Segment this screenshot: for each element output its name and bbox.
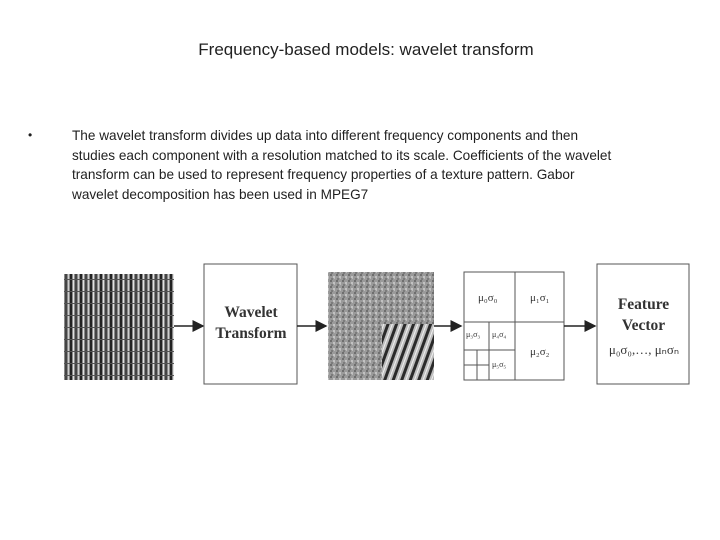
wavelet-label-line2: Transform (215, 325, 287, 342)
bullet-text (72, 126, 672, 204)
slide-title: Frequency-based models: wavelet transform (198, 40, 534, 59)
coef-mu1: μ₁σ₁ (530, 292, 550, 304)
coefficient-grid (464, 272, 564, 380)
feature-formula: μ₀σ₀,…, μₙσₙ (608, 342, 680, 357)
coef-small-c: μ₅σ₅ (492, 360, 507, 369)
wavelet-box-label (205, 302, 297, 344)
bullet-marker: • (28, 128, 33, 142)
bullet-line-2: studies each component with a resolution matched to its scale. Coefficients of the wavelet (72, 147, 612, 163)
decomposition-subband (382, 324, 434, 380)
bullet-line-1: The wavelet transform divides up data into different frequency components and then (72, 128, 579, 143)
bullet-line-3: transform can be used to represent frequency properties of a texture pattern. Gabor (72, 167, 575, 182)
coef-mu2: μ₂σ₂ (530, 346, 550, 358)
coef-mu0: μ₀σ₀ (478, 292, 498, 304)
coef-small-a: μ₃σ₃ (466, 330, 481, 339)
coef-small-b: μ₄σ₄ (492, 330, 507, 339)
texture-image (64, 274, 174, 380)
feature-label-line2: Vector (621, 317, 666, 334)
wavelet-figure (60, 262, 700, 386)
feature-label-line1: Feature (617, 296, 670, 313)
feature-box-label (598, 294, 689, 336)
wavelet-label-line1: Wavelet (224, 304, 278, 321)
bullet-line-4: wavelet decomposition has been used in MPEG7 (72, 186, 369, 202)
